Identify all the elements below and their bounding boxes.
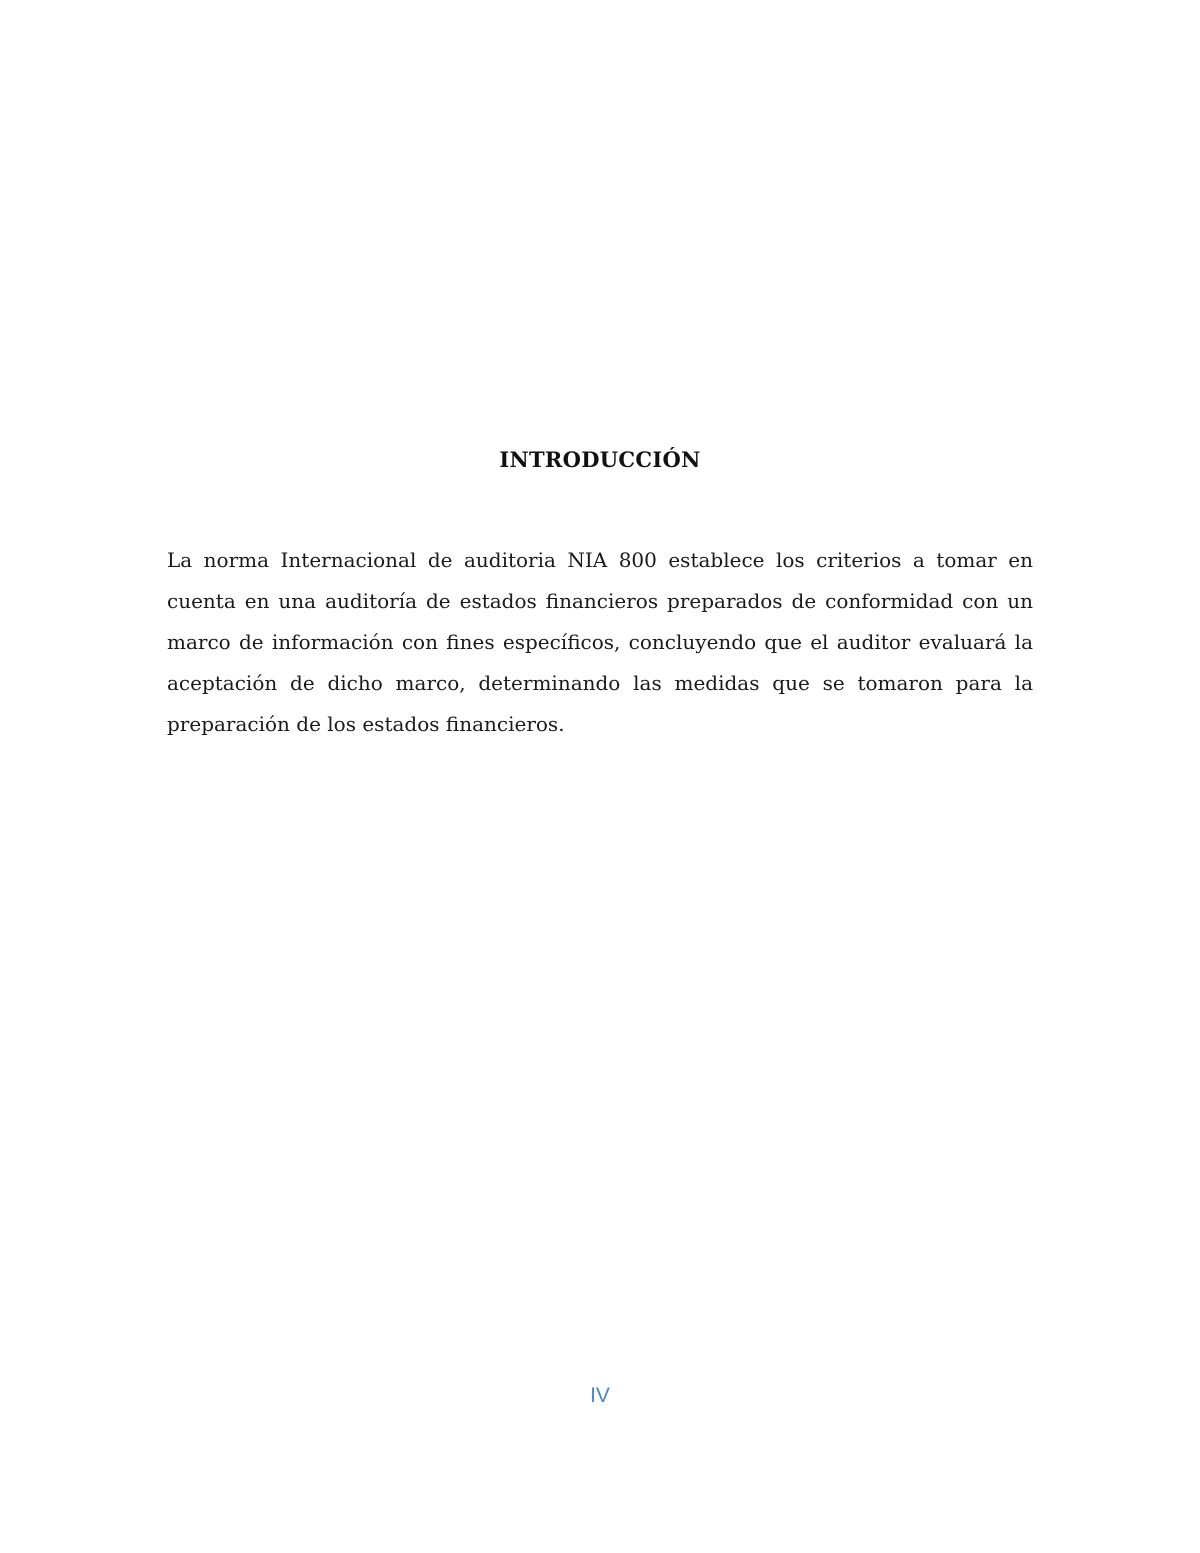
introduction-paragraph: La norma Internacional de auditoria NIA 800 establece los criterios a tomar en cuenta en una auditoría de estados financieros preparados de conformidad con un marco de información con fines específicos, concluyendo que el auditor evaluará la aceptación de dicho marco, determinando las medidas que se tomaron para la preparación de los estados financieros. bbox=[167, 548, 1033, 736]
page-number: IV bbox=[590, 1384, 610, 1407]
page-title: INTRODUCCIÓN bbox=[499, 447, 701, 472]
